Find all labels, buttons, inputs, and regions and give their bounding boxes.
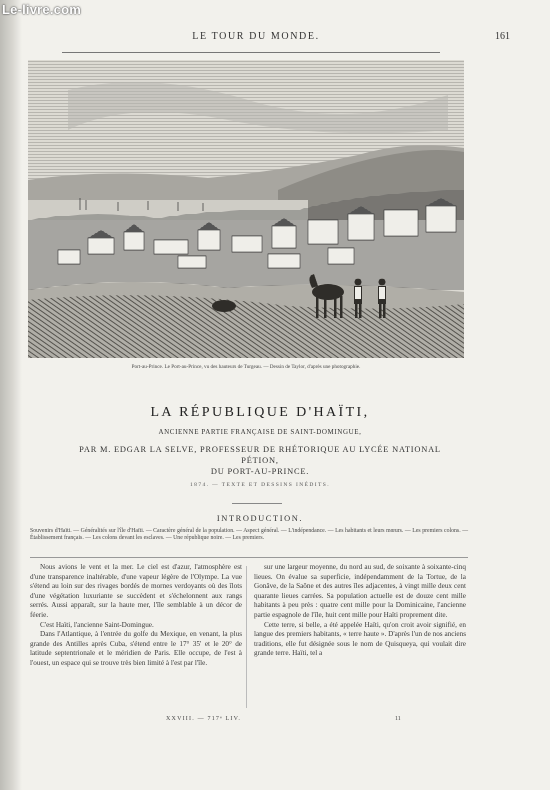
page-number: 161 (495, 31, 510, 42)
chapter-summary: Souvenirs d'Haïti. — Généralités sur l'île d'Haïti. — Caractère général de la population. — Aspect général. — L'indépendance. — Les habitants et leurs mœurs. — Les premiers colons. — Établissement français. — Les colons devant les esclaves. — Une république noire. — Les premiers. (30, 528, 468, 542)
engraving-illustration (28, 60, 464, 358)
article-byline (60, 444, 460, 477)
body-column-left (30, 563, 242, 669)
book-spine-shadow (0, 0, 22, 790)
paragraph: Nous avions le vent et la mer. Le ciel est d'azur, l'atmosphère est d'une transparence inaltérable, d'une vapeur légère de l'Olympe. La vue s'étend au loin sur des rivages bordés de mornes verdoyants où des îlots d'une végétation luxuriante se succèdent et s'échelonnent aux rangs serrés. Aussi apparaît, sur la haute mer, l'île semblable à un décor de féerie. (30, 563, 242, 619)
article-subtitle: ANCIENNE PARTIE FRANÇAISE DE SAINT-DOMINGUE, (158, 428, 362, 436)
illustration-caption: Port-au-Prince. Le Port-au-Prince, vu des hauteurs de Turgeau. — Dessin de Taylor, d'après une photographie. (131, 364, 361, 370)
byline-line-2: DU PORT-AU-PRINCE. (210, 467, 310, 476)
article-title: LA RÉPUBLIQUE D'HAÏTI, (150, 405, 370, 420)
running-title: LE TOUR DU MONDE. (192, 31, 320, 42)
column-divider (246, 566, 247, 708)
signature-mark: 11 (395, 716, 401, 722)
volume-footer: XXVIII. — 717ᵉ LIV. (166, 716, 242, 722)
paragraph: sur une largeur moyenne, du nord au sud, de soixante à soixante-cinq lieues. On évalue sa superficie, indépendamment de la Tortue, de la Gonâve, de la Saône et des autres îles adjacentes, à vingt mille deux cent quarante lieues carrées. Sa population actuelle est de douze cent mille habitants à peu près : quatre cent mille pour la Dominicaine, l'ancienne partie espagnole de l'île, huit cent mille pour Haïti proprement dite. (254, 563, 466, 619)
paragraph: Cette terre, si belle, a été appelée Haïti, qu'on croit avoir signifié, en langue des premiers habitants, « terre haute ». D'après l'un de nos anciens traditions, elle fut désignée sous le nom de Quisqueya, qui voulait dire grande terre. Haïti, tel a (254, 620, 466, 658)
article-dateline: 1874. — TEXTE ET DESSINS INÉDITS. (190, 482, 330, 488)
introduction-heading: INTRODUCTION. (216, 514, 304, 523)
watermark-logo: Le-livre.com (2, 2, 81, 17)
section-rule (232, 503, 282, 504)
paragraph: Dans l'Atlantique, à l'entrée du golfe du Mexique, en venant, la plus grande des Antilles après Cuba, s'étend entre le 17° 35′ et le 20° de latitude septentrionale et le méridien de Paris. Elle occupe, de l'est à l'ouest, un espace qui se trouve très bien limité à l'est par l'île. (30, 630, 242, 667)
header-rule (62, 52, 440, 53)
body-column-right (254, 563, 466, 659)
paragraph: C'est Haïti, l'ancienne Saint-Domingue. (40, 620, 154, 629)
summary-rule (30, 557, 468, 558)
byline-line-1: PAR M. EDGAR LA SELVE, PROFESSEUR DE RHÉTORIQUE AU LYCÉE NATIONAL PÉTION, (79, 445, 441, 465)
